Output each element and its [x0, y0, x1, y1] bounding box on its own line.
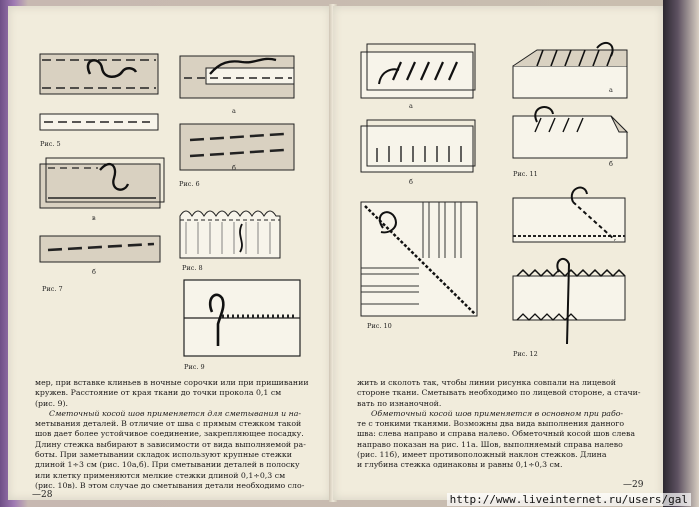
- fig7-label-v: в: [92, 214, 96, 222]
- left-page: [8, 6, 331, 500]
- text-line: шва: слева направо и справа налево. Обметочный косой шов слева: [357, 429, 636, 439]
- fig5-illustration: [38, 50, 162, 146]
- left-page-number: —28: [32, 490, 53, 500]
- fig10ab-illustration: [359, 40, 479, 188]
- text-line: метывания деталей. В отличие от шва с прямым стежком такой: [35, 419, 302, 429]
- text-line: (рис. 10в). В этом случае до сметывания детали необходимо сло-: [35, 480, 305, 490]
- left-body-text: [35, 378, 309, 491]
- fig7-illustration: [38, 154, 166, 274]
- text-line: (рис. 9).: [35, 398, 69, 408]
- book-spine: [663, 0, 699, 507]
- right-page-number: —29: [623, 480, 644, 490]
- fig5-caption: Рис. 5: [40, 140, 61, 148]
- text-line: мер, при вставке клиньев в ночные сорочки или при пришивании: [35, 378, 309, 387]
- text-line: направо показан на рис. 11а. Шов, выполняемый справа налево: [357, 439, 623, 449]
- text-line: Сметочный косой шов применяется для сметывания и на-: [49, 408, 302, 418]
- fig11-label-a: а: [609, 86, 613, 94]
- fig6-label-b: б: [232, 164, 236, 172]
- text-line: (рис. 11б), имеет противоположный наклон стежков. Длина: [357, 450, 607, 460]
- fig11-caption: Рис. 11: [513, 170, 538, 178]
- text-line: Длину стежка выбирают в зависимости от вида выполняемой ра-: [35, 439, 306, 449]
- text-line: Обметочный косой шов применяется в основном при рабо-: [371, 408, 624, 418]
- fig7-caption: Рис. 7: [42, 285, 63, 293]
- fig9-illustration: [182, 276, 304, 360]
- fig12-caption: Рис. 12: [513, 350, 538, 358]
- fig10-label-b: б: [409, 178, 413, 186]
- fig10-caption: Рис. 10: [367, 322, 392, 330]
- text-line: боты. При заметывании складок используют крупные стежки: [35, 450, 292, 460]
- text-line: шов дает более устойчивое соединение, закрепляющее посадку.: [35, 429, 304, 439]
- fig9-caption: Рис. 9: [184, 363, 205, 371]
- right-body-text: [357, 378, 640, 471]
- text-line: или клетку применяются мелкие стежки длиной 0,1÷0,3 см: [35, 470, 286, 480]
- fig11-label-b: б: [609, 160, 613, 168]
- text-line: длиной 1÷3 см (рис. 10а,б). При сметывании деталей в полоску: [35, 460, 300, 470]
- text-line: жить и сколоть так, чтобы линии рисунка совпали на лицевой: [357, 378, 616, 387]
- text-line: кружев. Расстояние от края ткани до точки прокола 0,1 см: [35, 388, 282, 398]
- right-page: [333, 6, 663, 500]
- fig6-caption: Рис. 6: [179, 180, 200, 188]
- fig7-label-b: б: [92, 268, 96, 276]
- text-line: те с тонкими тканями. Возможны два вида выполнения данного: [357, 419, 625, 429]
- fig10-label-a: а: [409, 102, 413, 110]
- fig12-illustration: [507, 184, 633, 352]
- fig8-caption: Рис. 8: [182, 264, 203, 272]
- text-line: стороне ткани. Сметывать необходимо по лицевой стороне, а стачи-: [357, 388, 641, 398]
- text-line: и глубина стежка одинаковы и равны 0,1÷0,3 см.: [357, 460, 563, 470]
- text-line: вать по изнаночной.: [357, 398, 442, 408]
- fig8-illustration: [176, 202, 288, 264]
- watermark-link[interactable]: http://www.liveinternet.ru/users/gal: [447, 493, 691, 506]
- fig11-illustration: [507, 36, 633, 164]
- fig10v-illustration: [359, 198, 479, 320]
- fig6-illustration: [176, 52, 300, 180]
- fig6-label-a: а: [232, 107, 236, 115]
